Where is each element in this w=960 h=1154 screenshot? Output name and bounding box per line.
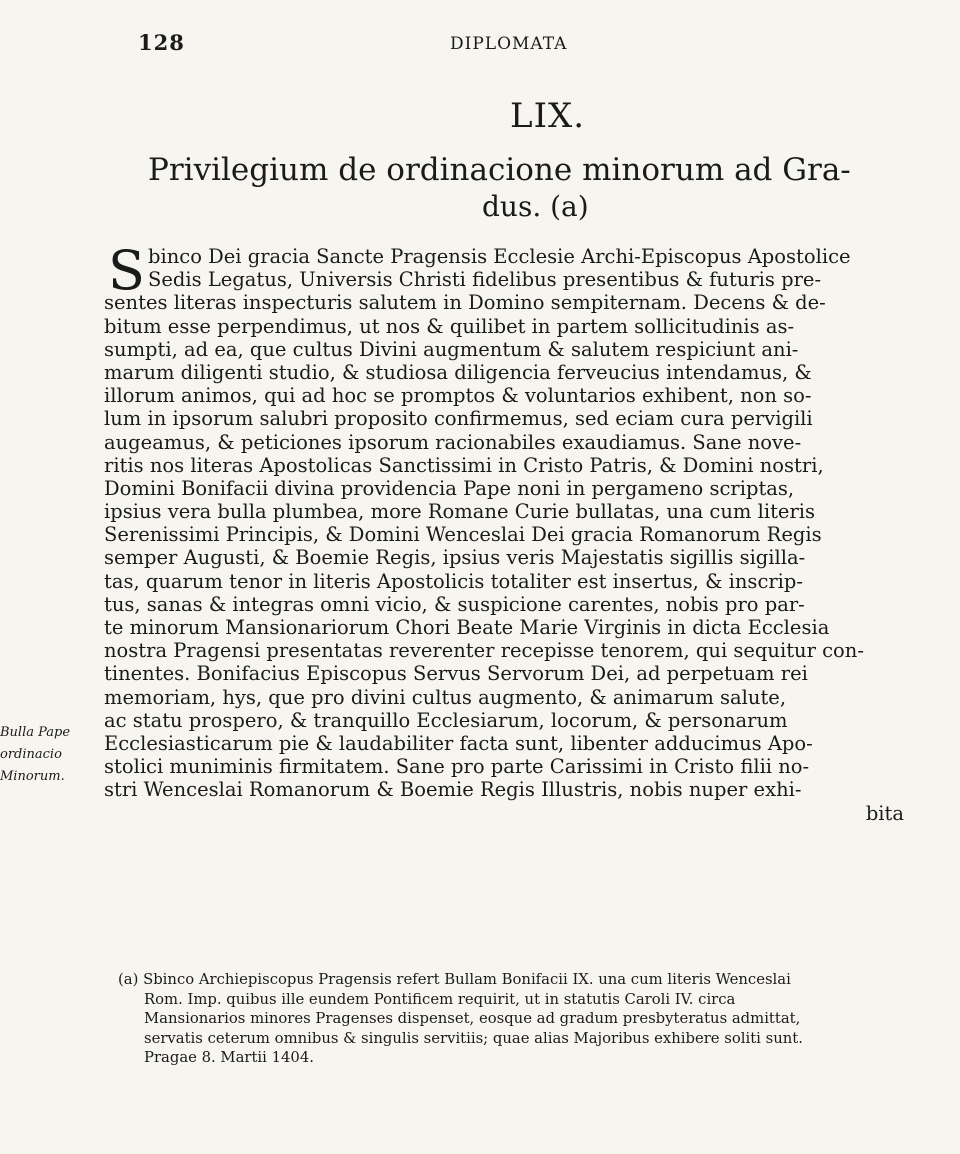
text-line: bita — [865, 801, 904, 825]
text-line: marum diligenti studio, & studiosa diligencia ferveucius intendamus, & — [104, 360, 812, 384]
text-line: ipsius vera bulla plumbea, more Romane Curie bullatas, una cum literis — [104, 500, 816, 524]
text-line: Sedis Legatus, Universis Christi fidelibus presentibus & futuris pre- — [148, 268, 822, 292]
running-head: DIPLOMATA — [450, 34, 568, 54]
text-line: tus, sanas & integras omni vicio, & suspicione carentes, nobis pro par- — [104, 592, 805, 616]
text-line: augeamus, & peticiones ipsorum racionabiles exaudiamus. Sane nove- — [104, 430, 802, 454]
text-line: memoriam, hys, que pro divini cultus augmento, & animarum salute, — [104, 685, 787, 709]
margin-note-line: Minorum. — [0, 769, 65, 784]
footnote-line: servatis ceterum omnibus & singulis servitiis; quae alias Majoribus exhibere soliti sunt. — [144, 1029, 803, 1047]
text-line: lum in ipsorum salubri proposito confirmemus, sed eciam cura pervigili — [104, 407, 813, 431]
text-line: Ecclesiasticarum pie & laudabiliter facta sunt, libenter adducimus Apo- — [104, 731, 813, 755]
text-line: ac statu prospero, & tranquillo Ecclesiarum, locorum, & personarum — [104, 708, 788, 732]
drop-cap: S — [108, 239, 145, 302]
margin-note-line: ordinacio — [0, 747, 62, 762]
document-number: LIX. — [510, 96, 586, 136]
text-line: sumpti, ad ea, que cultus Divini augmentum & salutem respiciunt ani- — [104, 337, 799, 361]
text-line: bitum esse perpendimus, ut nos & quilibet in partem sollicitudinis as- — [104, 314, 795, 338]
text-line: tinentes. Bonifacius Episcopus Servus Servorum Dei, ad perpetuam rei — [104, 662, 808, 686]
body-text — [104, 239, 904, 825]
text-line: binco Dei gracia Sancte Pragensis Ecclesie Archi-Episcopus Apostolice — [148, 245, 851, 268]
text-line: nostra Pragensi presentatas reverenter recepisse tenorem, qui sequitur con- — [104, 639, 864, 663]
document-title-continuation: dus. (a) — [482, 190, 589, 223]
text-line: stolici muniminis firmitatem. Sane pro parte Carissimi in Cristo filii no- — [104, 755, 810, 779]
document-title: Privilegium de ordinacione minorum ad Gra- — [148, 152, 851, 188]
footnote-line: Pragae 8. Martii 1404. — [144, 1049, 314, 1067]
page-number: 128 — [138, 30, 185, 55]
text-line: ritis nos literas Apostolicas Sanctissimi in Cristo Patris, & Domini nostri, — [104, 453, 824, 477]
text-line: Domini Bonifacii divina providencia Pape noni in pergameno scriptas, — [104, 476, 795, 500]
text-line: sentes literas inspecturis salutem in Domino sempiternam. Decens & de- — [104, 291, 826, 315]
text-line: tas, quarum tenor in literis Apostolicis totaliter est insertus, & inscrip- — [104, 569, 803, 593]
footnote-line: Mansionarios minores Pragenses dispenset, eosque ad gradum presbyteratus admittat, — [144, 1010, 801, 1028]
footnote-line: Rom. Imp. quibus ille eundem Pontificem requirit, ut in statutis Caroli IV. circa — [144, 990, 736, 1008]
footnote — [118, 970, 918, 1068]
text-line: semper Augusti, & Boemie Regis, ipsius veris Majestatis sigillis sigilla- — [104, 546, 806, 570]
text-line: te minorum Mansionariorum Chori Beate Marie Virginis in dicta Ecclesia — [104, 616, 830, 639]
margin-note-line: Bulla Pape — [0, 725, 71, 740]
text-line: stri Wenceslai Romanorum & Boemie Regis Illustris, nobis nuper exhi- — [104, 778, 802, 802]
footnote-line: (a) Sbinco Archiepiscopus Pragensis refert Bullam Bonifacii IX. una cum literis Wenceslai — [118, 971, 791, 988]
text-line: Serenissimi Principis, & Domini Wenceslai Dei gracia Romanorum Regis — [104, 523, 822, 547]
margin-note — [0, 722, 100, 788]
text-line: illorum animos, qui ad hoc se promptos & voluntarios exhibent, non so- — [104, 384, 812, 408]
